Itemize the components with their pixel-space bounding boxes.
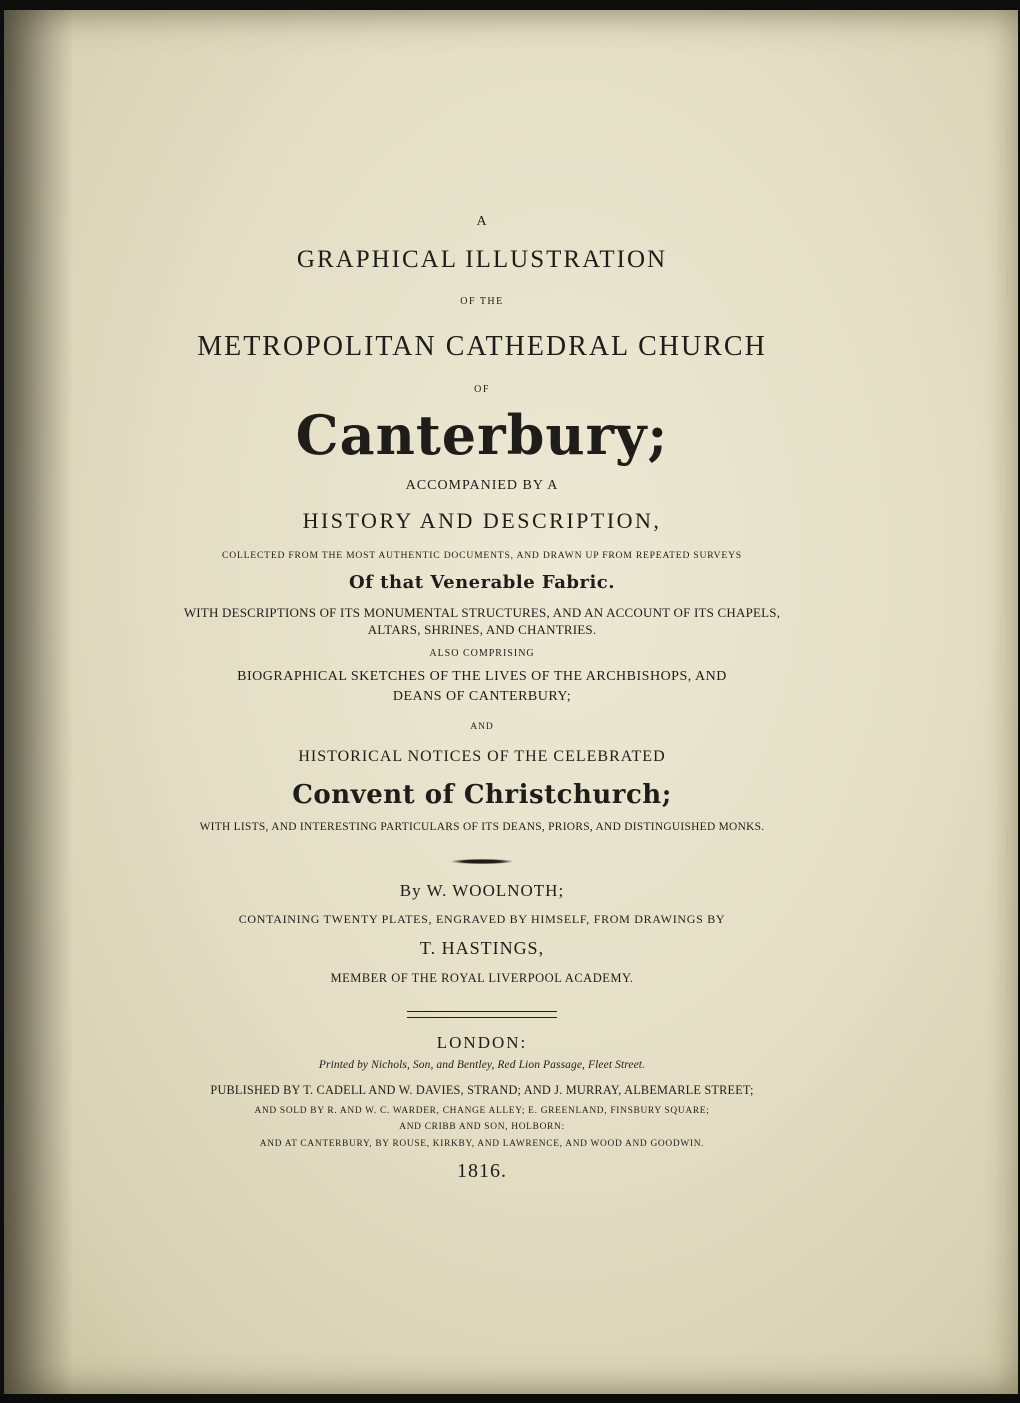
subtitle-lists-particulars: WITH LISTS, AND INTERESTING PARTICULARS OF ITS DEANS, PRIORS, AND DISTINGUISHED MONKS. bbox=[199, 821, 765, 833]
title-connector-of: OF bbox=[474, 384, 490, 395]
imprint-year: 1816. bbox=[457, 1160, 507, 1182]
imprint-canterbury: AND AT CANTERBURY, BY ROUSE, KIRKBY, AND LAWRENCE, AND WOOD AND GOODWIN. bbox=[259, 1139, 705, 1149]
subtitle-historical-notices: HISTORICAL NOTICES OF THE CELEBRATED bbox=[298, 748, 666, 765]
subtitle-biographical-2: DEANS OF CANTERBURY; bbox=[392, 689, 572, 704]
imprint-publishers: PUBLISHED BY T. CADELL AND W. DAVIES, STRAND; AND J. MURRAY, ALBEMARLE STREET; bbox=[210, 1083, 754, 1097]
subtitle-venerable-fabric: Of that Venerable Fabric. bbox=[348, 572, 616, 593]
title-article: A bbox=[476, 214, 488, 229]
illustrator-affiliation: MEMBER OF THE ROYAL LIVERPOOL ACADEMY. bbox=[330, 971, 634, 985]
ornamental-rule bbox=[452, 859, 512, 864]
title-line-metropolitan: METROPOLITAN CATHEDRAL CHURCH bbox=[197, 331, 767, 362]
subtitle-biographical-1: BIOGRAPHICAL SKETCHES OF THE LIVES OF THE ARCHBISHOPS, AND bbox=[237, 669, 727, 684]
title-connector-of-the: OF THE bbox=[460, 296, 504, 307]
subtitle-descriptions-1: WITH DESCRIPTIONS OF ITS MONUMENTAL STRUCTURES, AND AN ACCOUNT OF ITS CHAPELS, bbox=[183, 605, 781, 620]
subtitle-convent-christchurch: Convent of Christchurch; bbox=[292, 780, 672, 810]
imprint-cribb: AND CRIBB AND SON, HOLBORN: bbox=[399, 1122, 565, 1132]
subtitle-collected: COLLECTED FROM THE MOST AUTHENTIC DOCUMENTS, AND DRAWN UP FROM REPEATED SURVEYS bbox=[222, 550, 742, 561]
plates-line: CONTAINING TWENTY PLATES, ENGRAVED BY HIMSELF, FROM DRAWINGS BY bbox=[238, 912, 726, 926]
subtitle-also-comprising: ALSO COMPRISING bbox=[429, 648, 535, 659]
illustrator-name: T. HASTINGS, bbox=[419, 938, 545, 958]
imprint-sold-by: AND SOLD BY R. AND W. C. WARDER, CHANGE ALLEY; E. GREENLAND, FINSBURY SQUARE; bbox=[254, 1106, 710, 1116]
subtitle-and: AND bbox=[470, 722, 494, 732]
double-rule bbox=[407, 1011, 557, 1018]
subtitle-accompanied: ACCOMPANIED BY A bbox=[405, 478, 559, 493]
title-line-graphical-illustration: GRAPHICAL ILLUSTRATION bbox=[296, 246, 668, 273]
imprint-london: LONDON: bbox=[436, 1033, 528, 1052]
subtitle-history-description: HISTORY AND DESCRIPTION, bbox=[302, 508, 662, 533]
subtitle-descriptions-2: ALTARS, SHRINES, AND CHANTRIES. bbox=[367, 622, 597, 637]
title-canterbury: Canterbury; bbox=[295, 403, 669, 467]
imprint-printer: Printed by Nichols, Son, and Bentley, Red Lion Passage, Fleet Street. bbox=[318, 1059, 646, 1071]
author-line: By W. WOOLNOTH; bbox=[399, 881, 565, 900]
